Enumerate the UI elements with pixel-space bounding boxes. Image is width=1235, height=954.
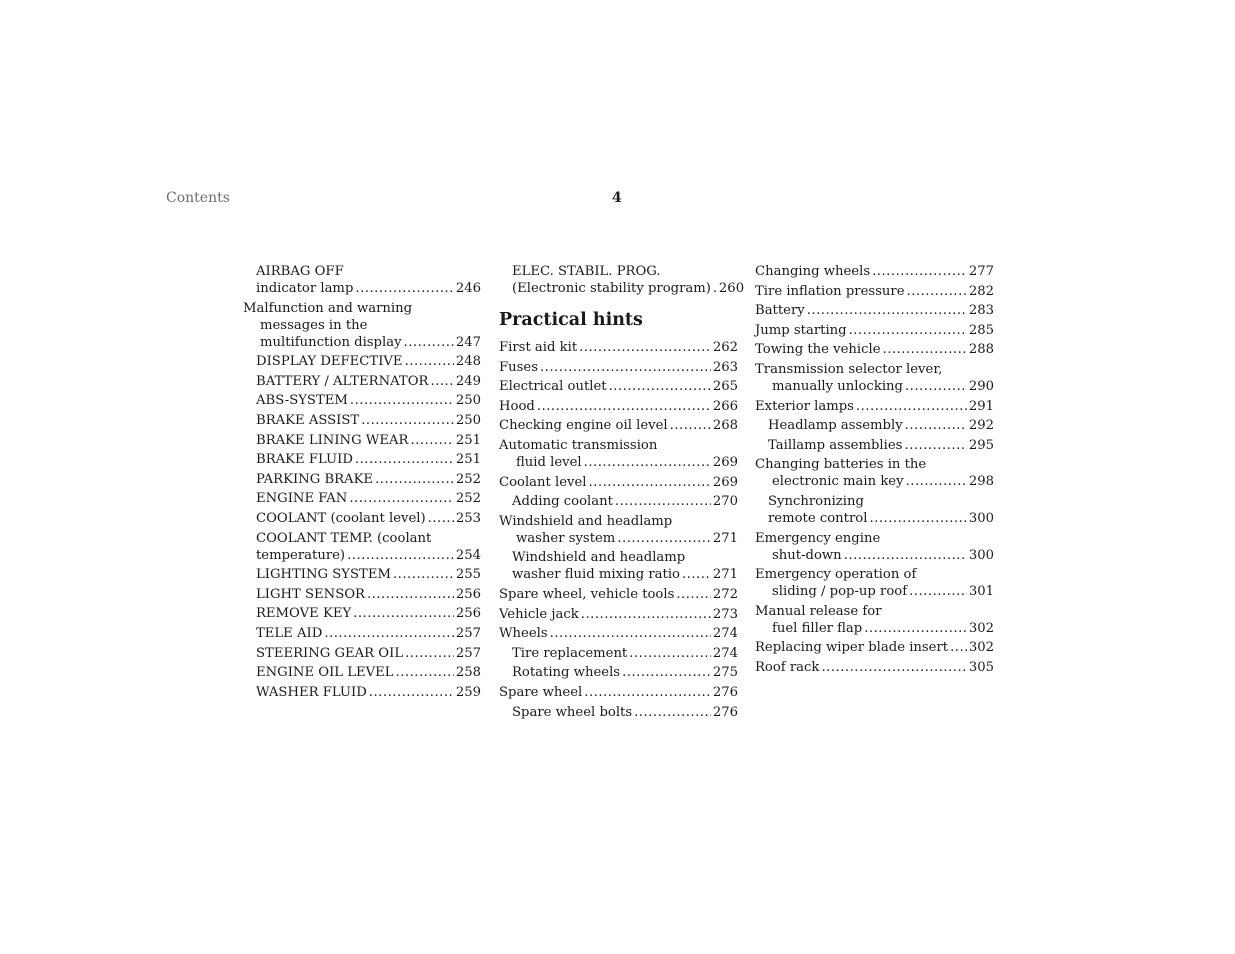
toc-entry-title: multifunction display [260, 334, 402, 350]
toc-entry[interactable] [243, 566, 481, 583]
toc-entry-title: Roof rack [755, 659, 820, 675]
toc-entry-text: messages in the [260, 317, 368, 333]
dot-leader [369, 684, 454, 701]
toc-entry-text: Windshield and headlamp [512, 550, 686, 566]
toc-entry-title: Wheels [499, 626, 548, 642]
toc-page-number: 256 [455, 606, 481, 622]
toc-entry-title: sliding / pop-up roof [772, 584, 908, 600]
dot-leader [849, 322, 967, 339]
toc-entry-title: (Electronic stability program) [512, 281, 711, 296]
toc-entry[interactable] [243, 664, 481, 681]
toc-entry[interactable] [243, 300, 481, 351]
toc-entry[interactable] [755, 566, 994, 600]
toc-page-number: 260 [718, 281, 745, 296]
toc-entry[interactable] [499, 684, 738, 701]
toc-entry-title: ENGINE FAN [256, 491, 348, 507]
dot-leader [676, 586, 710, 603]
toc-entry-text: Manual release for [755, 603, 882, 619]
toc-entry[interactable] [755, 263, 994, 280]
toc-page-number: 302 [968, 640, 994, 656]
toc-entry[interactable] [499, 513, 738, 547]
dot-leader [579, 339, 711, 356]
toc-entry[interactable] [243, 392, 481, 409]
toc-page-number: 301 [968, 584, 994, 600]
toc-entry[interactable] [755, 398, 994, 415]
dot-leader [856, 398, 967, 415]
dot-leader [872, 263, 967, 280]
toc-entry-title: Checking engine oil level [499, 418, 668, 434]
toc-page-number: 277 [968, 264, 994, 279]
toc-entry[interactable] [755, 659, 994, 676]
toc-entry-title: Exterior lamps [755, 398, 854, 414]
dot-leader [405, 645, 454, 662]
toc-entry-text: Malfunction and warning [243, 300, 413, 316]
toc-page-number: 271 [712, 567, 738, 583]
toc-page-number: 251 [455, 432, 481, 448]
toc-entry-text: Transmission selector lever, [755, 361, 943, 377]
dot-leader [821, 659, 966, 676]
dot-leader [864, 620, 967, 637]
toc-page-number: 291 [968, 398, 994, 414]
toc-entry-title: Hood [499, 398, 535, 414]
toc-entry[interactable] [755, 283, 994, 300]
toc-page-number: 255 [455, 567, 481, 583]
toc-column-1 [243, 263, 481, 701]
dot-leader [609, 378, 711, 395]
toc-page-number: 252 [455, 471, 481, 487]
dot-leader [350, 392, 454, 409]
dot-leader [353, 605, 454, 622]
toc-entry-title: Battery [755, 303, 805, 319]
toc-entry-title: washer system [516, 530, 616, 546]
dot-leader [713, 280, 717, 297]
dot-leader [909, 583, 967, 600]
toc-entry[interactable] [499, 704, 738, 721]
toc-entry[interactable] [243, 490, 481, 507]
toc-entry-title: REMOVE KEY [256, 606, 352, 622]
toc-entry-title: temperature) [256, 547, 346, 563]
dot-leader [905, 378, 967, 395]
toc-entry-title: Jump starting [755, 322, 847, 338]
dot-leader [905, 417, 967, 434]
dot-leader [361, 412, 454, 429]
dot-leader [883, 341, 967, 358]
toc-page-number: 259 [455, 684, 481, 700]
toc-entry[interactable] [499, 474, 738, 491]
toc-entry-text: Synchronizing [768, 493, 864, 509]
toc-entry-title: DISPLAY DEFECTIVE [256, 354, 403, 370]
dot-leader [581, 606, 711, 623]
toc-entry[interactable] [499, 359, 738, 376]
dot-leader [324, 625, 454, 642]
toc-entry-title: BRAKE FLUID [256, 452, 353, 468]
toc-page-number: 266 [712, 398, 738, 414]
toc-entry-text: AIRBAG OFF [256, 264, 344, 279]
toc-entry-title: Replacing wiper blade insert [755, 640, 949, 656]
toc-entry[interactable] [243, 586, 481, 603]
toc-entry[interactable] [755, 417, 994, 434]
toc-entry[interactable] [755, 437, 994, 454]
toc-entry-title: Taillamp assemblies [768, 437, 903, 453]
toc-page-number: 250 [455, 412, 481, 428]
toc-entry[interactable] [243, 510, 481, 527]
toc-page-number: 265 [712, 379, 738, 395]
toc-page-number: 270 [712, 494, 738, 510]
toc-page-number: 285 [968, 322, 994, 338]
toc-entry[interactable] [499, 549, 738, 583]
toc-entry[interactable] [755, 322, 994, 339]
dot-leader [375, 471, 454, 488]
toc-page-number: 283 [968, 303, 994, 319]
dot-leader [537, 398, 711, 415]
toc-entry-text: COOLANT TEMP. (coolant [256, 530, 432, 546]
dot-leader [540, 359, 711, 376]
toc-page-number: 269 [712, 454, 738, 470]
toc-page-number: 298 [968, 474, 994, 490]
toc-entry[interactable] [243, 605, 481, 622]
toc-page-number: 300 [968, 510, 994, 526]
dot-leader [907, 283, 967, 300]
toc-page-number: 300 [968, 547, 994, 563]
toc-page-number: 257 [455, 625, 481, 641]
toc-page-number: 256 [455, 586, 481, 602]
toc-entry-title: Spare wheel bolts [512, 704, 633, 720]
toc-entry[interactable] [755, 603, 994, 637]
toc-page-number: 254 [455, 547, 481, 563]
toc-page-number: 282 [968, 283, 994, 299]
toc-page-number: 274 [712, 645, 738, 661]
toc-entry-title: LIGHT SENSOR [256, 586, 365, 602]
toc-page-number: 269 [712, 474, 738, 490]
toc-entry-title: Vehicle jack [499, 606, 579, 622]
toc-entry[interactable] [243, 412, 481, 429]
toc-entry[interactable] [243, 263, 481, 297]
toc-page-number: 275 [712, 665, 738, 681]
toc-column-3 [755, 263, 994, 676]
toc-entry[interactable] [499, 645, 738, 662]
toc-entry[interactable] [243, 432, 481, 449]
toc-entry-title: manually unlocking [772, 378, 903, 394]
toc-page-number: 290 [968, 378, 994, 394]
toc-entry[interactable] [499, 606, 738, 623]
toc-page-number: 288 [968, 342, 994, 358]
toc-column-2 [499, 263, 745, 721]
toc-entry-title: Fuses [499, 359, 538, 375]
dot-leader [349, 490, 453, 507]
toc-entry[interactable] [499, 625, 738, 642]
toc-entry[interactable] [755, 493, 994, 527]
toc-entry-title: Coolant level [499, 474, 587, 490]
toc-page-number: 295 [968, 437, 994, 453]
toc-entry[interactable] [755, 530, 994, 564]
toc-entry-title: TELE AID [256, 625, 323, 641]
toc-entry[interactable] [243, 645, 481, 662]
toc-page-number: 276 [712, 704, 738, 720]
toc-page-number: 276 [712, 684, 738, 700]
toc-entry[interactable] [499, 417, 738, 434]
toc-entry-title: COOLANT (coolant level) [256, 510, 426, 526]
dot-leader [355, 451, 454, 468]
dot-leader [584, 454, 711, 471]
toc-page-number: 273 [712, 606, 738, 622]
toc-entry[interactable] [755, 302, 994, 319]
toc-page-number: 305 [968, 659, 994, 675]
toc-entry-title: WASHER FLUID [256, 684, 367, 700]
toc-entry-text: Emergency operation of [755, 567, 917, 583]
toc-entry[interactable] [499, 493, 738, 510]
toc-entry-title: Spare wheel [499, 684, 583, 700]
toc-entry-title: Electrical outlet [499, 379, 607, 395]
toc-page-number: 248 [455, 354, 481, 370]
dot-leader [906, 473, 967, 490]
toc-entry[interactable] [499, 398, 738, 415]
toc-entry[interactable] [499, 437, 738, 471]
dot-leader [355, 280, 453, 297]
dot-leader [950, 639, 967, 656]
dot-leader [589, 474, 711, 491]
toc-entry-title: BRAKE ASSIST [256, 412, 360, 428]
toc-entry[interactable] [755, 341, 994, 358]
toc-page-number: 250 [455, 393, 481, 409]
toc-entry[interactable] [243, 471, 481, 488]
toc-page-number: 252 [455, 491, 481, 507]
toc-page-number: 253 [455, 510, 481, 526]
toc-entry[interactable] [499, 664, 738, 681]
toc-page-number: 292 [968, 418, 994, 434]
toc-page-number: 263 [712, 359, 738, 375]
toc-page-number: 251 [455, 452, 481, 468]
dot-leader [347, 547, 454, 564]
toc-entry-title: Rotating wheels [512, 665, 621, 681]
dot-leader [622, 664, 711, 681]
toc-page-number: 302 [968, 620, 994, 636]
toc-entry-title: First aid kit [499, 340, 578, 355]
dot-leader [629, 645, 711, 662]
toc-entry-title: Headlamp assembly [768, 418, 903, 434]
toc-entry-text: Changing batteries in the [755, 457, 927, 473]
toc-page-number: 246 [455, 281, 481, 296]
toc-entry-title: ABS-SYSTEM [256, 393, 348, 409]
toc-entry-title: ENGINE OIL LEVEL [256, 665, 394, 681]
toc-entry[interactable] [499, 263, 745, 297]
dot-leader [550, 625, 711, 642]
toc-entry[interactable] [243, 451, 481, 468]
toc-entry[interactable] [243, 625, 481, 642]
toc-entry-text: Windshield and headlamp [499, 513, 673, 529]
toc-entry[interactable] [243, 530, 481, 564]
toc-entry-title: PARKING BRAKE [256, 471, 374, 487]
toc-entry-title: STEERING GEAR OIL [256, 645, 404, 661]
dot-leader [670, 417, 711, 434]
dot-leader [615, 493, 711, 510]
dot-leader [367, 586, 454, 603]
toc-entry[interactable] [755, 361, 994, 395]
page-number: 4 [612, 190, 622, 206]
toc-entry-title: fluid level [516, 454, 582, 470]
toc-entry-title: Tire inflation pressure [755, 283, 905, 299]
toc-entry-title: Tire replacement [512, 645, 628, 661]
dot-leader [584, 684, 711, 701]
dot-leader [904, 437, 966, 454]
dot-leader [634, 704, 711, 721]
dot-leader [404, 334, 454, 351]
toc-entry[interactable] [243, 353, 481, 370]
toc-page-number: 272 [712, 586, 738, 602]
toc-entry-title: shut-down [772, 547, 842, 563]
dot-leader [844, 547, 967, 564]
toc-page-number: 274 [712, 626, 738, 642]
dot-leader [405, 353, 454, 370]
toc-entry-title: Spare wheel, vehicle tools [499, 586, 675, 602]
toc-entry-title: Changing wheels [755, 264, 871, 279]
toc-page-number: 257 [455, 645, 481, 661]
toc-entry-title: LIGHTING SYSTEM [256, 567, 391, 583]
toc-entry-title: electronic main key [772, 474, 904, 490]
dot-leader [869, 510, 966, 527]
toc-entry-text: Emergency engine [755, 530, 881, 546]
dot-leader [393, 566, 454, 583]
section-heading-practical-hints: Practical hints [499, 310, 643, 330]
dot-leader [807, 302, 967, 319]
toc-entry-title: fuel filler flap [772, 620, 863, 636]
dot-leader [396, 664, 454, 681]
toc-page-number: 268 [712, 418, 738, 434]
toc-entry-title: indicator lamp [256, 281, 354, 296]
running-header: Contents [166, 190, 230, 206]
toc-page-number: 258 [455, 665, 481, 681]
dot-leader [410, 432, 453, 449]
toc-entry-title: washer fluid mixing ratio [512, 567, 680, 583]
toc-entry[interactable] [499, 378, 738, 395]
toc-entry-title: BRAKE LINING WEAR [256, 432, 409, 448]
toc-entry-text: ELEC. STABIL. PROG. [512, 264, 661, 279]
toc-entry[interactable] [243, 684, 481, 701]
dot-leader [682, 566, 711, 583]
toc-entry[interactable] [499, 586, 738, 603]
toc-entry[interactable] [755, 639, 994, 656]
toc-entry-text: Automatic transmission [499, 437, 658, 453]
dot-leader [428, 510, 454, 527]
toc-entry-title: remote control [768, 510, 868, 526]
toc-entry-title: Adding coolant [512, 494, 613, 510]
toc-page-number: 271 [712, 530, 738, 546]
dot-leader [617, 530, 711, 547]
toc-page-number: 247 [455, 334, 481, 350]
toc-page-number: 262 [712, 340, 738, 355]
toc-entry[interactable] [499, 339, 738, 356]
toc-entry[interactable] [243, 373, 481, 390]
toc-page-number: 249 [455, 373, 481, 389]
toc-entry[interactable] [755, 456, 994, 490]
dot-leader [430, 373, 453, 390]
toc-entry-title: Towing the vehicle [755, 342, 881, 358]
toc-entry-title: BATTERY / ALTERNATOR [256, 373, 429, 389]
